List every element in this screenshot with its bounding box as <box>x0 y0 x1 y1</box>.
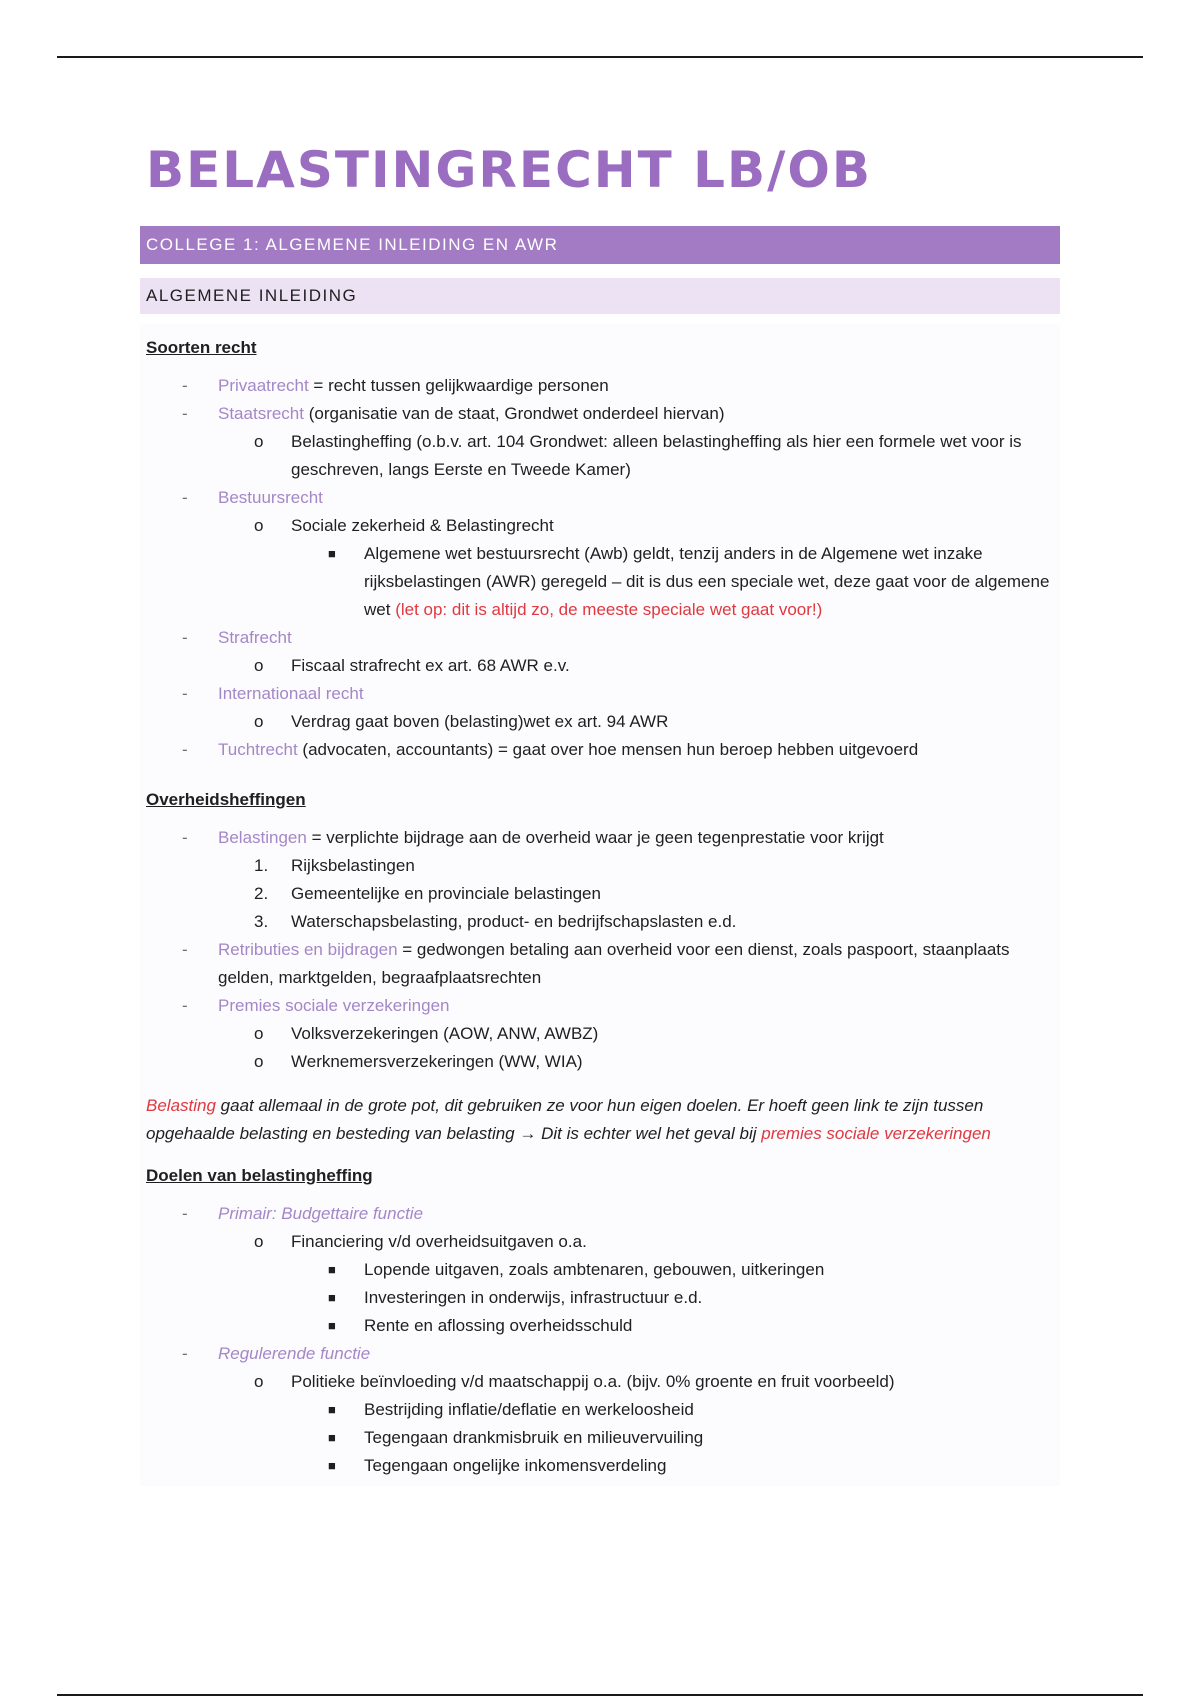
list-item <box>146 484 1054 512</box>
list-item <box>146 372 1054 400</box>
item-text: Investeringen in onderwijs, infrastructuur e.d. <box>364 1288 703 1307</box>
circle-bullet: o <box>254 1372 264 1391</box>
list-item <box>146 1396 1054 1424</box>
square-bullet: ■ <box>328 1318 336 1333</box>
list-item <box>146 936 1054 992</box>
item-text: = verplichte bijdrage aan de overheid waar je geen tegenprestatie voor krijgt <box>306 828 884 847</box>
numbered-item <box>146 908 1054 936</box>
item-text: Gemeentelijke en provinciale belastingen <box>291 884 601 903</box>
list-item <box>146 624 1054 652</box>
list-item <box>146 1284 1054 1312</box>
item-text: Verdrag gaat boven (belasting)wet ex art. 94 AWR <box>291 712 669 731</box>
list-item <box>146 1368 1054 1396</box>
list-item <box>146 1424 1054 1452</box>
dash-bullet: - <box>182 1204 188 1223</box>
square-bullet: ■ <box>328 1402 336 1417</box>
circle-bullet: o <box>254 516 264 535</box>
term-belastingen: Belastingen <box>218 828 307 847</box>
note-paragraph <box>146 1092 1054 1148</box>
list-item <box>146 652 1054 680</box>
dash-bullet: - <box>182 684 188 703</box>
term-tuchtrecht: Tuchtrecht <box>218 740 298 759</box>
item-number: 3. <box>254 912 269 931</box>
item-text: Sociale zekerheid & Belastingrecht <box>291 516 554 535</box>
item-text: Tegengaan drankmisbruik en milieuvervuiling <box>364 1428 704 1447</box>
item-text: = recht tussen gelijkwaardige personen <box>308 376 609 395</box>
circle-bullet: o <box>254 656 264 675</box>
item-text: Financiering v/d overheidsuitgaven o.a. <box>291 1232 587 1251</box>
dash-bullet: - <box>182 1344 188 1363</box>
term-strafrecht: Strafrecht <box>218 628 292 647</box>
red-note: (let op: dit is altijd zo, de meeste speciale wet gaat voor!) <box>395 600 823 619</box>
item-text: Belastingheffing (o.b.v. art. 104 Grondwet: alleen belastingheffing als hier een formele wet voor is geschreven, langs Eerste en Tweede Kamer) <box>291 432 1022 479</box>
item-number: 2. <box>254 884 269 903</box>
note-text: gaat allemaal in de grote pot, dit gebruiken ze voor hun eigen doelen. Er hoeft geen link te zijn tussen opgehaalde belasting en besteding van belasting <box>146 1096 984 1143</box>
list-item <box>146 1048 1054 1076</box>
term-regulerend: Regulerende functie <box>218 1344 371 1363</box>
square-bullet: ■ <box>328 1262 336 1277</box>
list-item <box>146 1228 1054 1256</box>
top-rule <box>57 56 1143 58</box>
list-item <box>146 824 1054 852</box>
list-item <box>146 1312 1054 1340</box>
list-item <box>146 1020 1054 1048</box>
item-text: Algemene wet bestuursrecht (Awb) geldt, tenzij anders in de Algemene wet inzake rijksbelastingen (AWR) geregeld – dit is dus een speciale wet, deze gaat voor de algemene wet <box>364 544 1050 619</box>
list-item <box>146 680 1054 708</box>
heading-doelen: Doelen van belastingheffing <box>146 1166 373 1185</box>
item-text: Rente en aflossing overheidsschuld <box>364 1316 633 1335</box>
section-header: ALGEMENE INLEIDING <box>140 278 1060 314</box>
note-red-term: premies sociale verzekeringen <box>761 1124 991 1143</box>
list-item <box>146 400 1054 428</box>
dash-bullet: - <box>182 628 188 647</box>
note-text: Dit is echter wel het geval bij <box>536 1124 762 1143</box>
item-text: Politieke beïnvloeding v/d maatschappij o.a. (bijv. 0% groente en fruit voorbeeld) <box>291 1372 895 1391</box>
document-body <box>140 140 1060 1486</box>
item-text: Volksverzekeringen (AOW, ANW, AWBZ) <box>291 1024 599 1043</box>
numbered-item <box>146 852 1054 880</box>
dash-bullet: - <box>182 404 188 423</box>
square-bullet: ■ <box>328 1458 336 1473</box>
item-text: (advocaten, accountants) = gaat over hoe mensen hun beroep hebben uitgevoerd <box>297 740 919 759</box>
heading-soorten-recht: Soorten recht <box>146 338 257 357</box>
dash-bullet: - <box>182 740 188 759</box>
term-privaatrecht: Privaatrecht <box>218 376 309 395</box>
square-bullet: ■ <box>328 546 336 561</box>
term-bestuursrecht: Bestuursrecht <box>218 488 323 507</box>
list-item <box>146 1256 1054 1284</box>
item-text: Bestrijding inflatie/deflatie en werkeloosheid <box>364 1400 694 1419</box>
list-item <box>146 428 1054 484</box>
list-item <box>146 540 1054 624</box>
item-text: Waterschapsbelasting, product- en bedrijfschapslasten e.d. <box>291 912 737 931</box>
circle-bullet: o <box>254 1232 264 1251</box>
item-text: Werknemersverzekeringen (WW, WIA) <box>291 1052 583 1071</box>
college-header: COLLEGE 1: ALGEMENE INLEIDING EN AWR <box>140 226 1060 264</box>
item-text: = gedwongen betaling aan overheid voor een dienst, zoals paspoort, staanplaats gelden, marktgelden, begraafplaatsrechten <box>218 940 1010 987</box>
dash-bullet: - <box>182 488 188 507</box>
term-internationaal-recht: Internationaal recht <box>218 684 364 703</box>
arrow-icon: → <box>519 1124 537 1143</box>
heading-overheidsheffingen: Overheidsheffingen <box>146 790 306 809</box>
list-item <box>146 992 1054 1020</box>
note-red-term: Belasting <box>146 1096 216 1115</box>
item-text: Lopende uitgaven, zoals ambtenaren, gebouwen, uitkeringen <box>364 1260 825 1279</box>
term-retributies: Retributies en bijdragen <box>218 940 398 959</box>
dash-bullet: - <box>182 940 188 959</box>
circle-bullet: o <box>254 1024 264 1043</box>
list-item <box>146 1200 1054 1228</box>
circle-bullet: o <box>254 712 264 731</box>
dash-bullet: - <box>182 996 188 1015</box>
item-number: 1. <box>254 856 269 875</box>
circle-bullet: o <box>254 432 264 451</box>
dash-bullet: - <box>182 828 188 847</box>
term-premies: Premies sociale verzekeringen <box>218 996 450 1015</box>
list-item <box>146 736 1054 764</box>
list-item <box>146 512 1054 540</box>
document-title: BELASTINGRECHT LB/OB <box>146 141 872 199</box>
circle-bullet: o <box>254 1052 264 1071</box>
list-item <box>146 1452 1054 1480</box>
numbered-item <box>146 880 1054 908</box>
item-text: Tegengaan ongelijke inkomensverdeling <box>364 1456 667 1475</box>
item-text: Rijksbelastingen <box>291 856 415 875</box>
list-item <box>146 1340 1054 1368</box>
item-text: (organisatie van de staat, Grondwet onderdeel hiervan) <box>304 404 725 423</box>
bottom-rule <box>57 1694 1143 1696</box>
term-primair: Primair: Budgettaire functie <box>218 1204 424 1223</box>
list-item <box>146 708 1054 736</box>
term-staatsrecht: Staatsrecht <box>218 404 304 423</box>
content-area <box>140 324 1060 1486</box>
square-bullet: ■ <box>328 1290 336 1305</box>
dash-bullet: - <box>182 376 188 395</box>
item-text: Fiscaal strafrecht ex art. 68 AWR e.v. <box>291 656 570 675</box>
square-bullet: ■ <box>328 1430 336 1445</box>
